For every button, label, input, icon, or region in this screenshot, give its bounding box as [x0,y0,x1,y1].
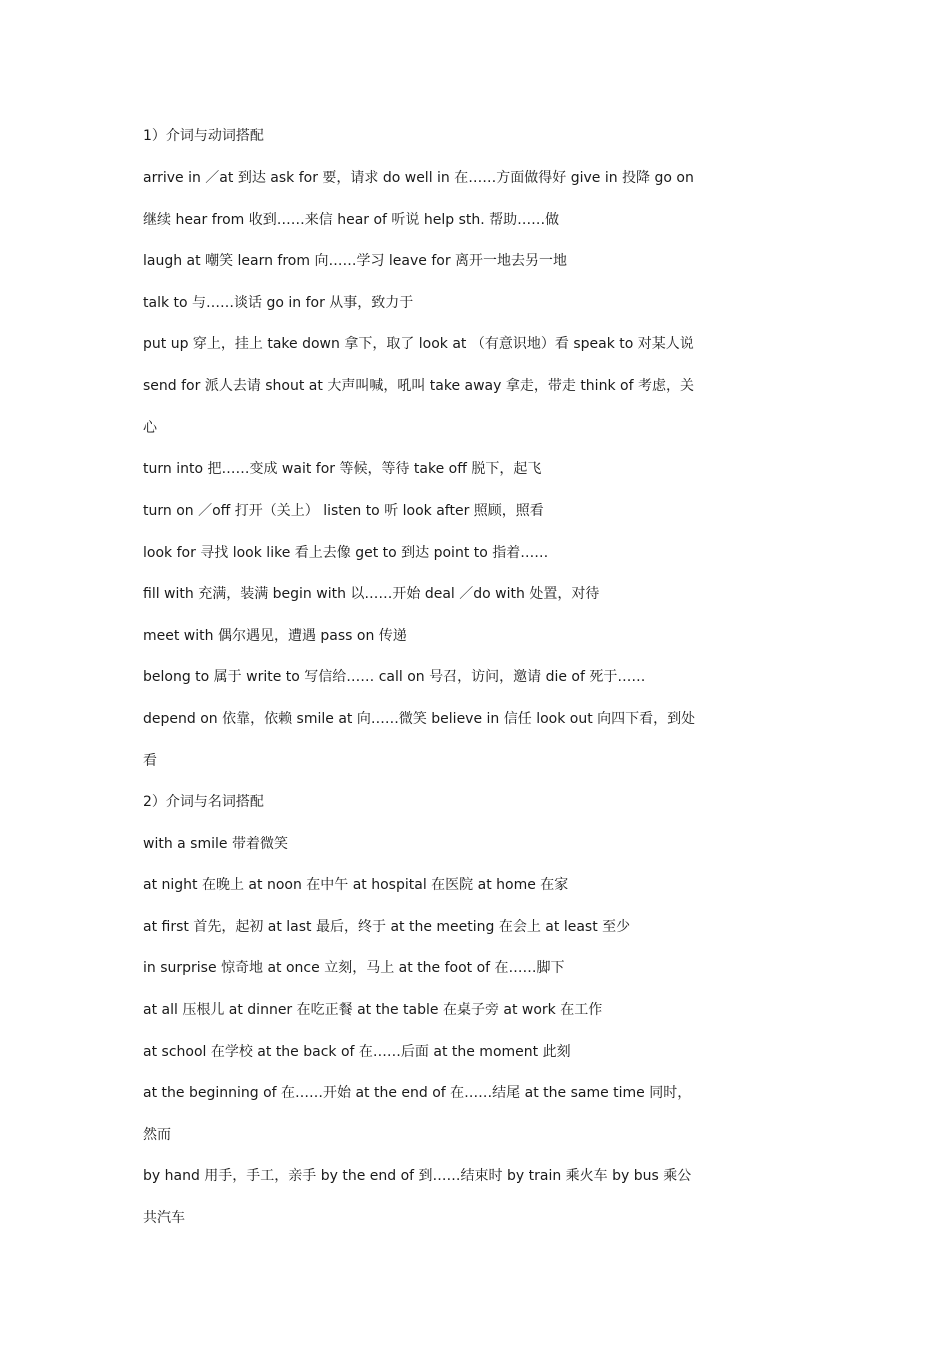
text-line: in surprise 惊奇地 at once 立刻，马上 at the foot of 在……脚下 [143,960,565,976]
text-line: at night 在晚上 at noon 在中午 at hospital 在医院 at home 在家 [143,877,569,893]
text-line: meet with 偶尔遇见，遭遇 pass on 传递 [143,628,407,644]
text-line: fill with 充满，装满 begin with 以……开始 deal ／do with 处置，对待 [143,586,600,602]
text-line: with a smile 带着微笑 [143,836,288,852]
text-line: at all 压根儿 at dinner 在吃正餐 at the table 在桌子旁 at work 在工作 [143,1002,603,1018]
text-line: look for 寻找 look like 看上去像 get to 到达 point to 指着…… [143,545,549,561]
text-line: 共汽车 [143,1210,185,1226]
text-line: put up 穿上，挂上 take down 拿下，取了 look at （有意识地）看 speak to 对某人说 [143,336,694,352]
text-line: at school 在学校 at the back of 在……后面 at the moment 此刻 [143,1044,571,1060]
text-line: at the beginning of 在……开始 at the end of 在……结尾 at the same time 同时， [143,1085,692,1101]
text-line: by hand 用手，手工，亲手 by the end of 到……结束时 by train 乘火车 by bus 乘公 [143,1168,692,1184]
text-line: arrive in ／at 到达 ask for 要，请求 do well in 在……方面做得好 give in 投降 go on [143,170,694,186]
text-line: talk to 与……谈话 go in for 从事，致力于 [143,295,414,311]
text-line: 心 [143,420,157,436]
text-line: send for 派人去请 shout at 大声叫喊，吼叫 take away 拿走，带走 think of 考虑，关 [143,378,694,394]
text-line: depend on 依靠，依赖 smile at 向……微笑 believe in 信任 look out 向四下看，到处 [143,711,696,727]
text-line: 继续 hear from 收到……来信 hear of 听说 help sth. 帮助……做 [143,212,560,228]
section-heading-noun-prepositions: 2）介词与名词搭配 [143,794,264,810]
text-line: turn on ／off 打开（关上） listen to 听 look after 照顾，照看 [143,503,544,519]
text-line: 看 [143,753,157,769]
text-line: at first 首先，起初 at last 最后，终于 at the meeting 在会上 at least 至少 [143,919,631,935]
text-line: turn into 把……变成 wait for 等候，等待 take off 脱下，起飞 [143,461,542,477]
text-line: belong to 属于 write to 写信给…… call on 号召，访问，邀请 die of 死于…… [143,669,646,685]
text-line: 然而 [143,1127,171,1143]
text-line: laugh at 嘲笑 learn from 向……学习 leave for 离开一地去另一地 [143,253,568,269]
section-heading-verb-prepositions: 1）介词与动词搭配 [143,128,264,144]
